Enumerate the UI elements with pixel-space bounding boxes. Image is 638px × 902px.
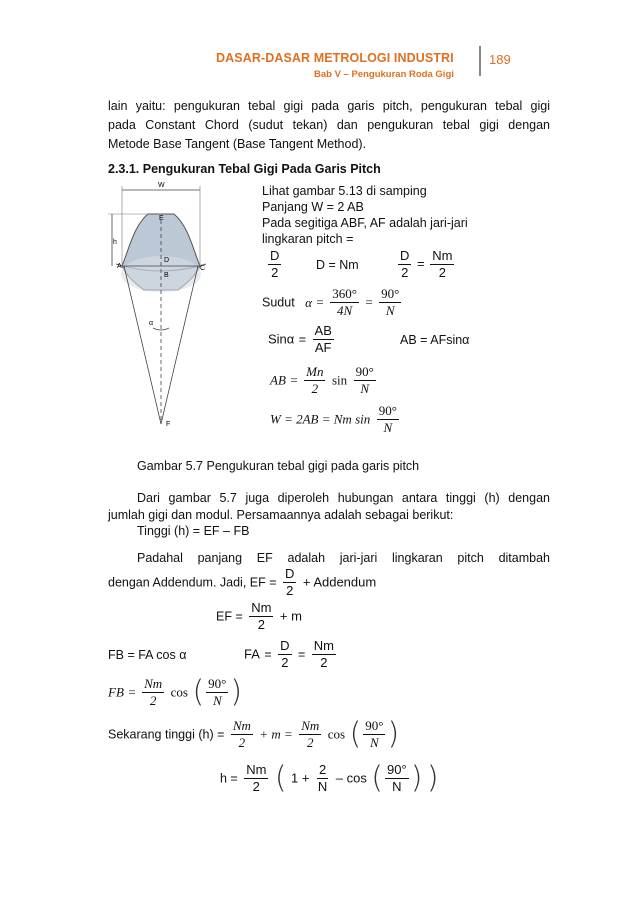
header-divider: [479, 46, 481, 76]
eq-EF: EF = $\frac{Nm}{2}$ + m: [216, 600, 302, 632]
label-h: h: [113, 239, 117, 246]
eq-D-over-2-equals-Nm-over-2: $\frac{D}{2}$ = $\frac{Nm}{2}$: [400, 248, 453, 280]
eq-AB-equals-AFsin: AB = AFsinα: [400, 333, 470, 347]
eq-sin-alpha: Sinα = $\frac{AB}{AF}$: [268, 323, 332, 355]
side-line-1: Lihat gambar 5.13 di samping: [262, 184, 427, 198]
gear-tooth-figure: [108, 178, 220, 436]
eq-AB-Mn: AB = $\frac{Mn}{2}$ sin $\frac{90^\circ}{N}$: [270, 364, 374, 396]
side-line-2: Panjang W = 2 AB: [262, 200, 364, 214]
side-line-3: Pada segitiga ABF, AF adalah jari-jari: [262, 216, 468, 230]
eq-W: W = 2AB = Nm sin $\frac{90^\circ}{N}$: [270, 403, 397, 435]
intro-line-3: Metode Base Tangent (Base Tangent Method).: [108, 137, 367, 151]
body-tinggi: Tinggi (h) = EF – FB: [137, 524, 250, 538]
running-header-subtitle: Bab V – Pengukuran Roda Gigi: [314, 69, 454, 80]
eq-FB: FB = $\frac{Nm}{2}$ cos ( $\frac{90^\circ}{N}$ ): [108, 674, 243, 710]
label-alpha: α: [149, 320, 154, 327]
figure-caption: Gambar 5.7 Pengukuran tebal gigi pada garis pitch: [137, 459, 420, 473]
label-B: B: [164, 272, 169, 279]
label-D: D: [164, 257, 170, 264]
label-A: A: [117, 263, 122, 270]
label-F: F: [166, 421, 171, 428]
label-C: C: [200, 265, 206, 272]
body-p1-line-1: Dari gambar 5.7 juga diperoleh hubungan antara tinggi (h) dengan: [137, 491, 550, 505]
body-p1-line-2: jumlah gigi dan modul. Persamaannya adalah sebagai berikut:: [108, 508, 454, 522]
intro-line-1: lain yaitu: pengukuran tebal gigi pada garis pitch, pengukuran tebal gigi: [108, 99, 550, 113]
eq-FB-FA-cos: FB = FA cos α: [108, 648, 187, 662]
eq-h-final: h = $\frac{Nm}{2}$ ( 1 + $\frac{2}{N}$ – cos ( $\frac{90^\circ}{N}$ ) ): [220, 760, 439, 796]
page-number: 189: [489, 52, 511, 67]
eq-D-equals-Nm: D = Nm: [316, 258, 359, 272]
intro-line-2: pada Constant Chord (sudut tekan) dan pengukuran tebal gigi dengan: [108, 118, 550, 132]
section-heading: 2.3.1. Pengukuran Tebal Gigi Pada Garis Pitch: [108, 162, 381, 176]
body-p2-line-1: Padahal panjang EF adalah jari-jari lingkaran pitch ditambah: [137, 551, 550, 565]
label-E: E: [159, 215, 164, 222]
side-line-4: lingkaran pitch =: [262, 232, 354, 246]
body-p2-line-2: dengan Addendum. Jadi, EF = $\frac{D}{2}$ + Addendum: [108, 566, 377, 598]
eq-D-over-2: $\frac{D}{2}$: [270, 248, 280, 280]
eq-sudut-alpha: Sudut α = $\frac{360^\circ}{4N}$ = $\frac{90^\circ}{N}$: [262, 286, 400, 318]
running-header-title: DASAR-DASAR METROLOGI INDUSTRI: [216, 51, 454, 65]
label-W: W: [158, 182, 165, 189]
eq-sekarang-tinggi: Sekarang tinggi (h) = $\frac{Nm}{2}$ + m = $\frac{Nm}{2}$ cos ( $\frac{90^\circ}{N}$ ): [108, 716, 400, 752]
eq-FA: FA = $\frac{D}{2}$ = $\frac{Nm}{2}$: [244, 638, 334, 670]
